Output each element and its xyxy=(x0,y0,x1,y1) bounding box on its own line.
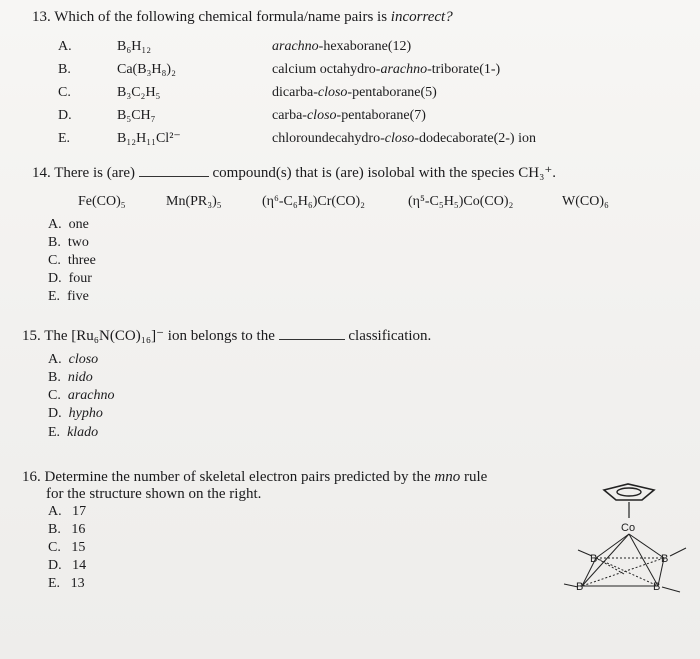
q16-option-e: E. 13 xyxy=(48,576,85,591)
cyclopentadienyl-ring xyxy=(604,484,654,500)
q13-option-a-letter: A. xyxy=(58,39,72,54)
q16-option-a: A. 17 xyxy=(48,504,87,519)
q15-stem: 15. The [Ru₆N(CO)₁₆]⁻ ion belongs to the classification. xyxy=(22,328,432,344)
q15-option-e: E. klado xyxy=(48,425,99,440)
q13-option-b-formula: Ca(B₃H₈)₂ xyxy=(117,62,176,77)
q14-species-1: Fe(CO)₅ xyxy=(78,194,126,209)
q14-species-2: Mn(PR₃)₅ xyxy=(166,194,222,209)
boron-label-2: B xyxy=(661,553,669,565)
q13-option-a-name: arachno-hexaborane(12) xyxy=(272,39,412,54)
q13-option-d-letter: D. xyxy=(58,108,72,123)
q13-option-c-name: dicarba-closo-pentaborane(5) xyxy=(272,85,437,100)
q13-option-d-name: carba-closo-pentaborane(7) xyxy=(272,108,426,123)
q14-option-b: B. two xyxy=(48,235,89,250)
q13-option-c-formula: B₃C₂H₅ xyxy=(117,85,161,100)
q14-stem: 14. There is (are) compound(s) that is (are) isolobal with the species CH₃⁺. xyxy=(32,165,557,181)
q14-species-3: (η⁶-C₆H₆)Cr(CO)₂ xyxy=(262,194,366,209)
q16-stem-line2: for the structure shown on the right. xyxy=(46,486,262,502)
q13-option-e-letter: E. xyxy=(58,131,71,146)
q14-option-c: C. three xyxy=(48,253,96,268)
q14-species-4: (η⁵-C₅H₅)Co(CO)₂ xyxy=(408,194,514,209)
q14-answer-blank xyxy=(139,176,209,177)
q14-option-d: D. four xyxy=(48,271,92,286)
cobaltaborane-structure-diagram xyxy=(540,470,700,610)
q16-option-d: D. 14 xyxy=(48,558,87,573)
q15-option-a: A. closo xyxy=(48,352,99,367)
q16-option-c: C. 15 xyxy=(48,540,86,555)
q13-option-b-letter: B. xyxy=(58,62,71,77)
q13-option-e-formula: B₁₂H₁₁Cl²⁻ xyxy=(117,131,181,146)
q14-species-5: W(CO)₆ xyxy=(562,194,609,209)
q14-option-a: A. one xyxy=(48,217,89,232)
q13-option-a-formula: B₆H₁₂ xyxy=(117,39,152,54)
boron-label-3: B xyxy=(576,581,584,593)
q16-stem-line1: 16. Determine the number of skeletal electron pairs predicted by the mno rule xyxy=(22,469,488,485)
q15-option-b: B. nido xyxy=(48,370,93,385)
q16-option-b: B. 16 xyxy=(48,522,86,537)
q13-stem: 13. Which of the following chemical formula/name pairs is incorrect? xyxy=(32,9,453,25)
q13-option-c-letter: C. xyxy=(58,85,71,100)
q15-option-d: D. hypho xyxy=(48,406,103,421)
q13-option-e-name: chloroundecahydro-closo-dodecaborate(2-) ion xyxy=(272,131,536,146)
q15-option-c: C. arachno xyxy=(48,388,115,403)
q13-option-d-formula: B₅CH₇ xyxy=(117,108,156,123)
cobalt-label: Co xyxy=(621,522,636,534)
q15-answer-blank xyxy=(279,339,345,340)
boron-label-4: B xyxy=(653,581,661,593)
q14-option-e: E. five xyxy=(48,289,89,304)
boron-label-1: B xyxy=(590,553,598,565)
q13-option-b-name: calcium octahydro-arachno-triborate(1-) xyxy=(272,62,501,77)
